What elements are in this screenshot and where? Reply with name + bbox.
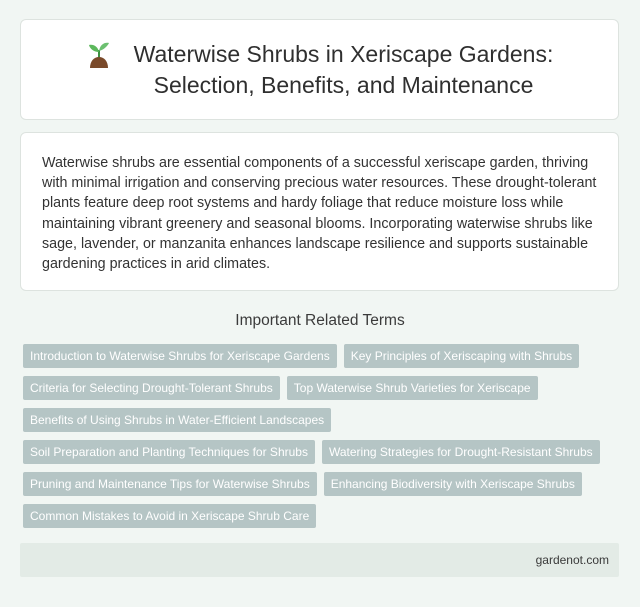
terms-row — [23, 408, 623, 432]
term-tag[interactable]: Benefits of Using Shrubs in Water-Efficient Landscapes — [23, 408, 331, 432]
term-tag[interactable]: Pruning and Maintenance Tips for Waterwise Shrubs — [23, 472, 317, 496]
footer-brand-link[interactable]: gardenot.com — [535, 553, 609, 567]
term-tag[interactable]: Watering Strategies for Drought-Resistant Shrubs — [322, 440, 600, 464]
summary-card — [20, 132, 619, 291]
summary-text: Waterwise shrubs are essential components of a successful xeriscape garden, thriving with minimal irrigation and conserving precious water resources. These drought-tolerant plants feature deep root systems and hardy foliage that reduce moisture loss while maintaining vibrant greenery and seasonal blooms. Incorporating waterwise shrubs like sage, lavender, or manzanita enhances landscape resilience and supports sustainable gardening practices in arid climates. — [42, 155, 597, 273]
title-row — [86, 39, 554, 101]
page-title-line2: Selection, Benefits, and Maintenance — [153, 71, 534, 98]
term-tag[interactable]: Common Mistakes to Avoid in Xeriscape Shrub Care — [23, 504, 316, 528]
term-tag[interactable]: Introduction to Waterwise Shrubs for Xeriscape Gardens — [23, 344, 337, 368]
terms-row — [23, 376, 623, 400]
related-terms-list — [23, 344, 623, 536]
term-tag[interactable]: Top Waterwise Shrub Varieties for Xeriscape — [287, 376, 538, 400]
term-tag[interactable]: Soil Preparation and Planting Techniques for Shrubs — [23, 440, 315, 464]
page-title — [134, 39, 554, 101]
page-title-line1: Waterwise Shrubs in Xeriscape Gardens: — [133, 40, 554, 67]
sprout-icon — [86, 41, 112, 69]
footer — [20, 543, 619, 577]
term-tag[interactable]: Criteria for Selecting Drought-Tolerant Shrubs — [23, 376, 280, 400]
terms-row — [23, 472, 623, 496]
term-tag[interactable]: Key Principles of Xeriscaping with Shrubs — [344, 344, 579, 368]
term-tag[interactable]: Enhancing Biodiversity with Xeriscape Shrubs — [324, 472, 582, 496]
terms-row — [23, 504, 623, 528]
title-card — [20, 19, 619, 120]
related-terms-heading: Important Related Terms — [235, 312, 405, 329]
terms-row — [23, 440, 623, 464]
terms-row — [23, 344, 623, 368]
